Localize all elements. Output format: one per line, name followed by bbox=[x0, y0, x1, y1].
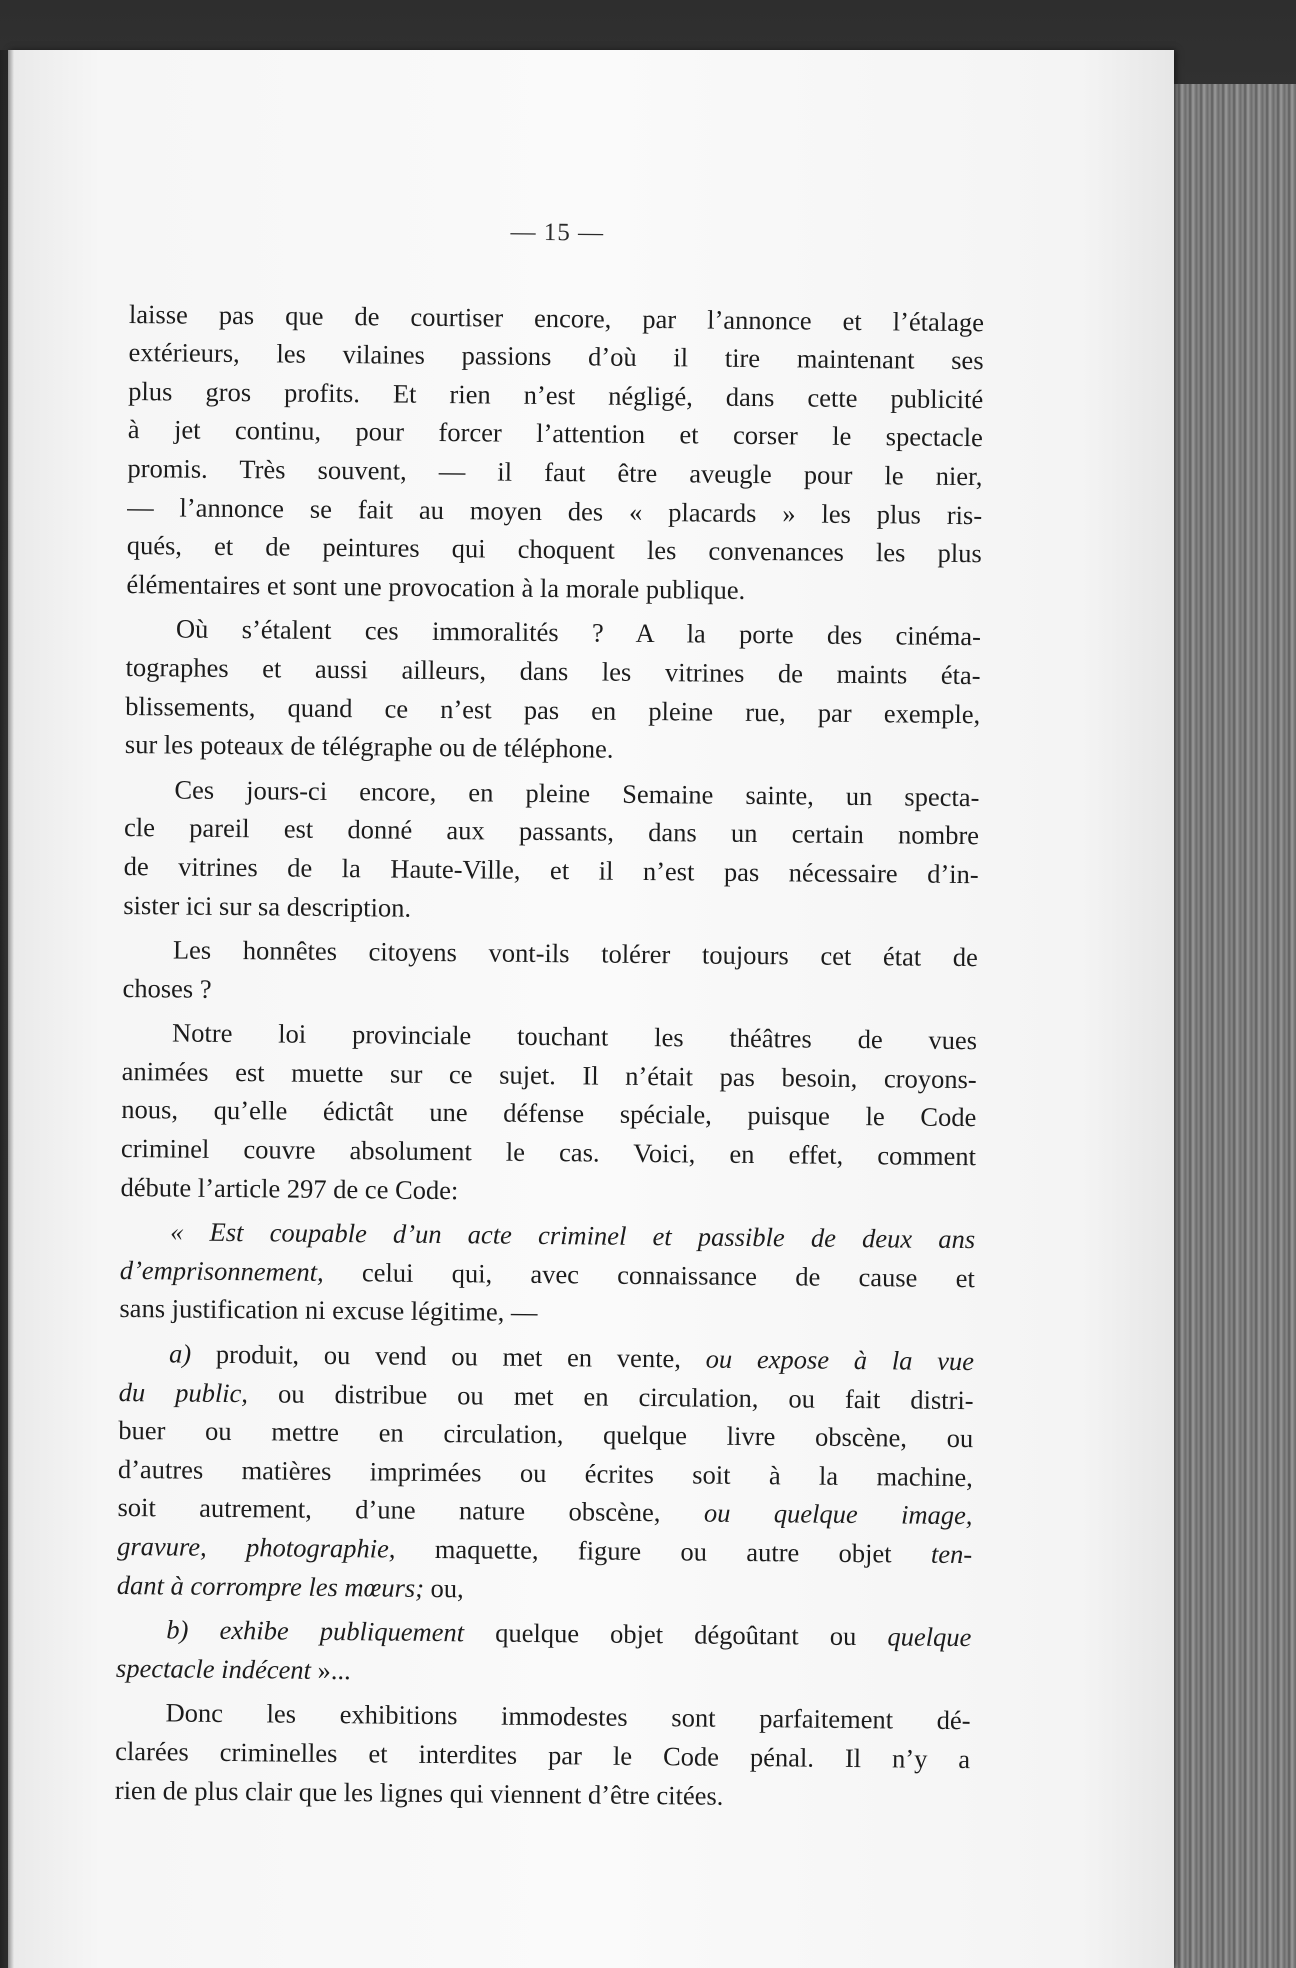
italic-run: d’emprisonnement, bbox=[119, 1254, 324, 1287]
paragraph bbox=[125, 609, 981, 772]
text-run: criminel couvre absolument le cas. Voici, en effet, comment bbox=[120, 1133, 977, 1172]
italic-run: quelque bbox=[856, 1621, 972, 1653]
text-run: soit autrement, d’une nature obscène, bbox=[117, 1492, 661, 1528]
italic-run: ou expose à la vue bbox=[680, 1343, 975, 1377]
text-line bbox=[119, 1289, 974, 1336]
paragraph bbox=[123, 770, 979, 933]
text-run: Donc les exhibitions immodestes sont parfaitement dé- bbox=[165, 1697, 971, 1736]
text-run: nous, qu’elle édictât une défense spéciale, puisque le Code bbox=[121, 1094, 977, 1133]
italic-run: ten- bbox=[891, 1538, 973, 1570]
text-run: ou, bbox=[423, 1572, 464, 1603]
text-run: blissements, quand ce n’est pas en pleine rue, par exemple, bbox=[125, 690, 981, 729]
text-run: sur les poteaux de télégraphe ou de téléphone. bbox=[124, 729, 614, 764]
text-line bbox=[123, 930, 978, 977]
paragraph bbox=[117, 1334, 975, 1612]
italic-run: b) exhibe publiquement bbox=[166, 1614, 465, 1648]
text-run: d’autres matières imprimées ou écrites soit à la machine, bbox=[117, 1453, 974, 1492]
book-page-edges bbox=[1174, 84, 1296, 1968]
text-run: plus gros profits. Et rien n’est négligé, dans cette publicité bbox=[128, 375, 984, 414]
italic-run: du public, bbox=[118, 1376, 249, 1408]
text-run: choses ? bbox=[122, 972, 212, 1004]
page-text-block bbox=[115, 210, 985, 1823]
paragraph bbox=[120, 1013, 977, 1214]
text-run: cle pareil est donné aux passants, dans un certain nombre bbox=[123, 812, 980, 851]
text-run: tographes et aussi ailleurs, dans les vitrines de maints éta- bbox=[125, 651, 981, 691]
text-run: promis. Très souvent, — il faut être aveugle pour le nier, bbox=[127, 452, 983, 492]
page-number: — 15 — bbox=[510, 218, 605, 247]
paragraph bbox=[115, 1693, 971, 1817]
text-run: sans justification ni excuse légitime, — bbox=[119, 1293, 538, 1328]
text-run: »... bbox=[310, 1654, 351, 1685]
italic-run: dant à corrompre les mœurs; bbox=[116, 1569, 425, 1603]
text-run: laisse pas que de courtiser encore, par l’annonce et l’étalage bbox=[128, 298, 985, 337]
text-run: Notre loi provinciale touchant les théâtres de vues bbox=[171, 1017, 978, 1056]
paragraphs bbox=[115, 295, 985, 1824]
italic-run: « Est coupable d’un acte criminel et passible de deux ans bbox=[170, 1216, 976, 1255]
spine-shadow bbox=[0, 50, 14, 1968]
text-run: Les honnêtes citoyens vont-ils tolérer toujours cet état de bbox=[172, 934, 979, 973]
text-run: — l’annonce se fait au moyen des « placards » les plus ris- bbox=[127, 491, 983, 530]
text-run: rien de plus clair que les lignes qui viennent d’être citées. bbox=[114, 1774, 724, 1811]
paragraph bbox=[122, 930, 978, 1015]
text-run: quelque objet dégoûtant ou bbox=[463, 1617, 857, 1652]
text-run: maquette, figure ou autre objet bbox=[395, 1533, 892, 1569]
text-run: sister ici sur sa description. bbox=[123, 889, 412, 923]
text-run: qués, et de peintures qui choquent les convenances les plus bbox=[126, 530, 982, 569]
paragraph bbox=[119, 1212, 975, 1336]
text-run: Où s’étalent ces immoralités ? A la porte des cinéma- bbox=[175, 613, 982, 652]
italic-run: gravure, photographie, bbox=[117, 1530, 396, 1564]
text-run: animées est muette sur ce sujet. Il n’était pas besoin, croyons- bbox=[121, 1055, 977, 1095]
text-run: de vitrines de la Haute-Ville, et il n’est pas nécessaire d’in- bbox=[123, 850, 979, 890]
text-run: à jet continu, pour forcer l’attention et corser le spectacle bbox=[127, 414, 983, 453]
text-run: clarées criminelles et interdites par le Code pénal. Il n’y a bbox=[115, 1735, 971, 1775]
text-run: extérieurs, les vilaines passions d’où il tire maintenant ses bbox=[128, 337, 984, 376]
text-run: produit, ou vend ou met en vente, bbox=[190, 1338, 682, 1374]
italic-run: ou quelque image, bbox=[660, 1497, 973, 1531]
paragraph bbox=[116, 1610, 972, 1695]
text-run: élémentaires et sont une provocation à la morale publique. bbox=[126, 568, 746, 605]
text-run: ou distribue ou met en circulation, ou fait distri- bbox=[247, 1377, 974, 1415]
text-run: celui qui, avec connaissance de cause et bbox=[323, 1256, 975, 1294]
text-run: Ces jours-ci encore, en pleine Semaine sainte, un specta- bbox=[174, 774, 980, 812]
text-run: buer ou mettre en circulation, quelque livre obscène, ou bbox=[118, 1415, 974, 1454]
italic-run: spectacle indécent bbox=[115, 1652, 312, 1685]
text-run: débute l’article 297 de ce Code: bbox=[120, 1171, 459, 1205]
text-line bbox=[125, 725, 980, 772]
paragraph bbox=[126, 295, 984, 612]
italic-run: a) bbox=[168, 1338, 192, 1369]
